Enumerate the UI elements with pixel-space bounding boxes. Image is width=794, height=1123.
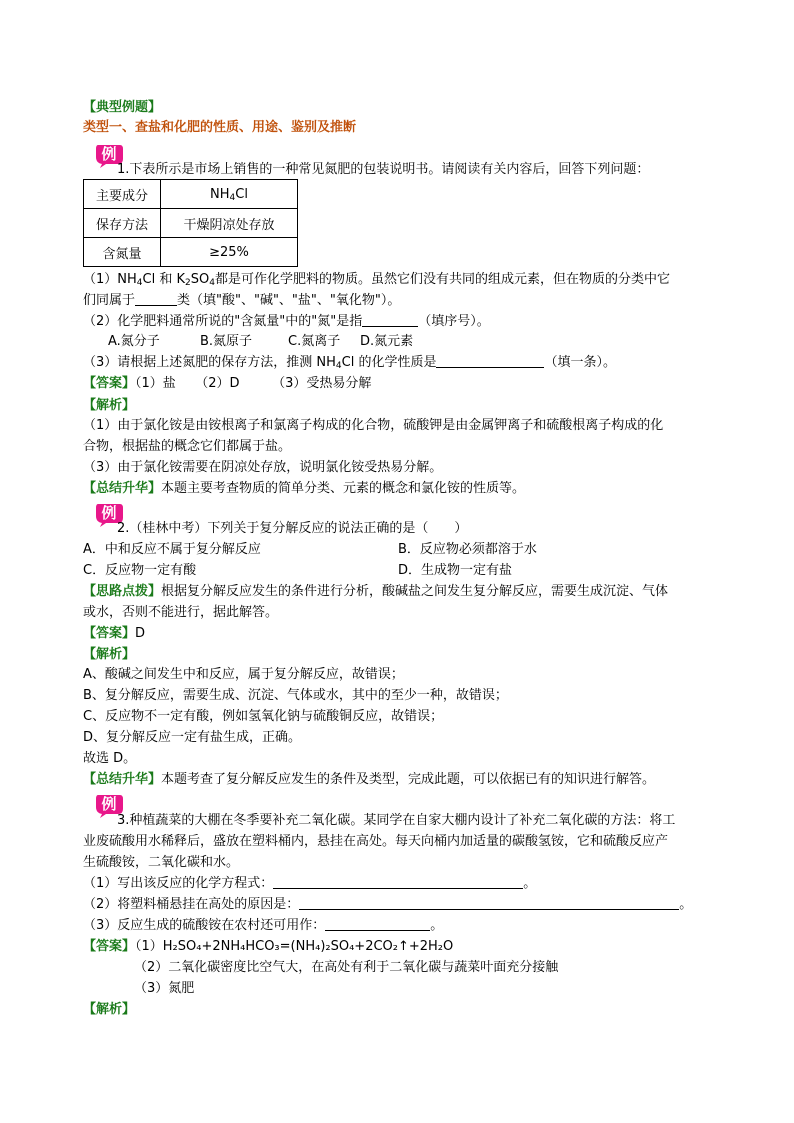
answer-blank[interactable] (273, 874, 523, 889)
q3-answer-1: 【答案】（1）H₂SO₄+2NH₄HCO₃=(NH₄)₂SO₄+2CO₂↑+2H₂O (83, 939, 454, 954)
q2-analysis-d: D、复分解反应一定有盐生成，正确。 (83, 730, 302, 745)
table-key: 含氮量 (84, 238, 161, 267)
q1-part3: （3）请根据上述氮肥的保存方法，推测 $NH_4Cl$ 的化学性质是 （填一条）。 (83, 355, 616, 371)
q3-stem-line3: 生硫酸铵，二氧化碳和水。 (83, 855, 240, 870)
q1-analysis-tag: 【解析】 (83, 398, 136, 413)
q2-answer: 【答案】D (83, 626, 146, 641)
q1-part1-line2: 们同属于 类（填"酸"、"碱"、"盐"、"氧化物"）。 (83, 293, 401, 308)
answer-blank[interactable] (135, 291, 177, 306)
q1-summary: 【总结升华】本题主要考查物质的简单分类、元素的概念和氯化铵的性质等。 (83, 481, 526, 496)
answer-blank[interactable] (362, 312, 418, 327)
q2-summary: 【总结升华】本题考查了复分解反应发生的条件及类型，完成此题，可以依据已有的知识进行解答。 (83, 772, 656, 787)
svg-text:例: 例 (101, 795, 117, 813)
q1-analysis-1a: （1）由于氯化铵是由铵根离子和氯离子构成的化合物，硫酸钾是由金属钾离子和硫酸根离子构成的化 (83, 418, 664, 433)
q1-answer: 【答案】（1）盐 （2）D （3）受热易分解 (83, 376, 372, 391)
table-key: 主要成分 (84, 180, 161, 209)
q1-analysis-1b: 合物，根据盐的概念它们都属于盐。 (83, 439, 292, 454)
table-value: 干燥阴凉处存放 (161, 209, 298, 238)
table-value: ≥25% (161, 238, 298, 267)
q2-option-a: A．中和反应不属于复分解反应 (83, 542, 261, 557)
q1-analysis-3: （3）由于氯化铵需要在阴凉处存放，说明氯化铵受热易分解。 (83, 460, 443, 475)
fertilizer-spec-table (83, 179, 298, 267)
table-key: 保存方法 (84, 209, 161, 238)
q3-stem-line1: 3.种植蔬菜的大棚在冬季要补充二氧化碳。某同学在自家大棚内设计了补充二氧化碳的方法：将工 (117, 813, 676, 828)
q2-stem: 2.（桂林中考）下列关于复分解反应的说法正确的是（ ） (117, 521, 468, 536)
table-value: $NH_4Cl$ (161, 180, 298, 209)
section-tag: 【典型例题】 (83, 100, 162, 115)
q1-option-d: D.氮元素 (360, 334, 414, 349)
q2-analysis-b: B、复分解反应，需要生成、沉淀、气体或水，其中的至少一种，故错误； (83, 688, 508, 703)
q1-part1-line1: $(1)NH_4Cl$ 和 $K_2SO_4$都是可作化学肥料的物质。虽然它们没有共同的组成元素，但在物质的分类中它 (83, 272, 670, 288)
q3-analysis-tag: 【解析】 (83, 1002, 136, 1017)
type1-title: 类型一、查盐和化肥的性质、用途、鉴别及推断 (83, 120, 357, 135)
q2-analysis-c: C、反应物不一定有酸，例如氢氧化钠与硫酸铜反应，故错误； (83, 709, 444, 724)
q3-part2: （2）将塑料桶悬挂在高处的原因是： 。 (83, 897, 693, 912)
badge-char: 例 (101, 145, 117, 163)
q2-analysis-a: A、酸碱之间发生中和反应，属于复分解反应，故错误； (83, 667, 404, 682)
q2-option-c: C．反应物一定有酸 (83, 563, 197, 578)
q2-analysis-tag: 【解析】 (83, 647, 136, 662)
q3-answer-2: （2）二氧化碳密度比空气大，在高处有利于二氧化碳与蔬菜叶面充分接触 (134, 960, 559, 975)
q1-option-c: C.氮离子 (288, 334, 341, 349)
q1-option-a: A.氮分子 (108, 334, 160, 349)
q2-hint-line1: 【思路点拨】根据复分解反应发生的条件进行分析，酸碱盐之间发生复分解反应，需要生成沉淀、气体 (83, 584, 669, 599)
table-row (84, 180, 298, 209)
svg-text:例: 例 (101, 504, 117, 522)
table-row (84, 209, 298, 238)
answer-blank[interactable] (299, 895, 679, 910)
q2-conclusion: 故选 D。 (83, 751, 137, 766)
q3-part1: （1）写出该反应的化学方程式： 。 (83, 876, 537, 891)
answer-blank[interactable] (325, 916, 430, 931)
table-row (84, 238, 298, 267)
q1-option-b: B.氮原子 (200, 334, 253, 349)
q2-option-d: D．生成物一定有盐 (398, 563, 513, 578)
answer-blank[interactable] (436, 353, 544, 368)
q1-part2: （2）化学肥料通常所说的"含氮量"中的"氮"是指 （填序号）。 (83, 314, 490, 329)
q3-part3: （3）反应生成的硫酸铵在农村还可用作： 。 (83, 918, 444, 933)
q2-option-b: B．反应物必须都溶于水 (398, 542, 537, 557)
q3-stem-line2: 业废硫酸用水稀释后，盛放在塑料桶内，悬挂在高处。每天向桶内加适量的碳酸氢铵，它和硫酸反应产 (83, 834, 669, 849)
q3-answer-3: （3）氮肥 (134, 981, 195, 996)
q2-hint-line2: 或水，否则不能进行，据此解答。 (83, 605, 279, 620)
q1-stem: 1.下表所示是市场上销售的一种常见氮肥的包装说明书。请阅读有关内容后，回答下列问题： (117, 162, 650, 177)
